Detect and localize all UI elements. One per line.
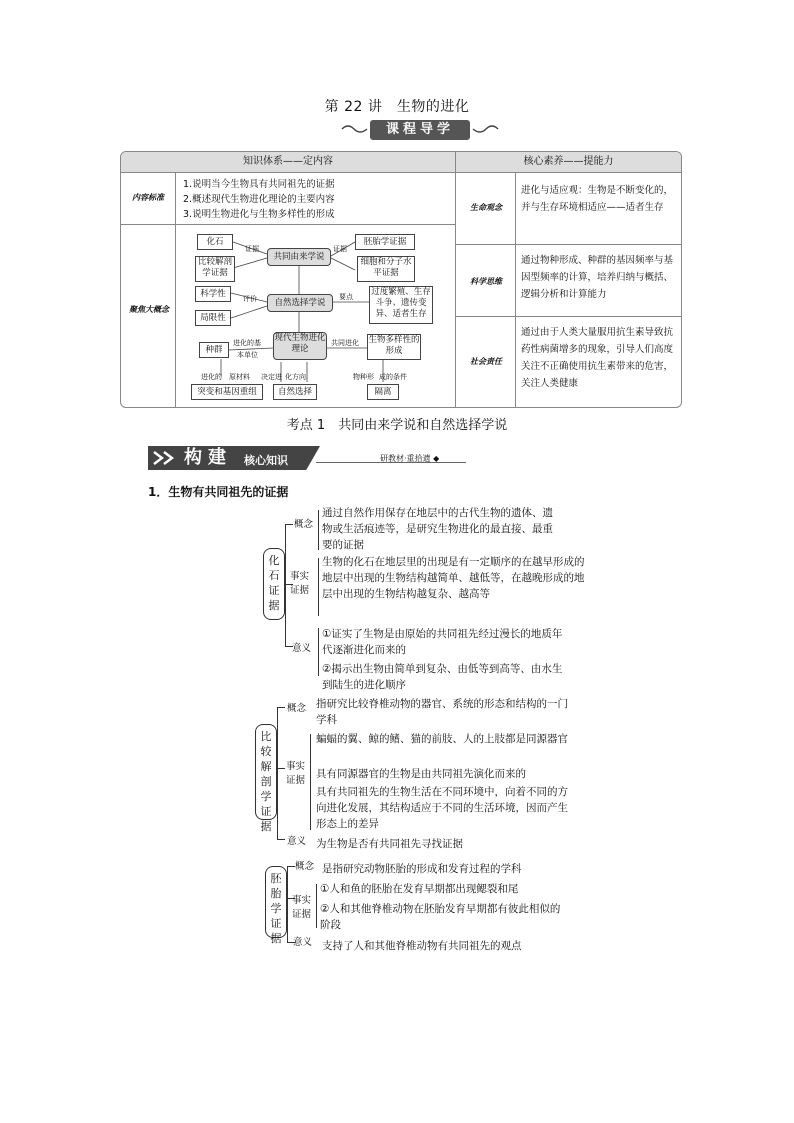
banner-label: 课程导学 bbox=[370, 120, 470, 140]
comp-fact-2: 具有同源器官的生物是由共同祖先演化而来的 bbox=[316, 768, 526, 780]
core-text-1: 进化与适应观：生物是不断变化的，并与生存环境相适应——适者生存 bbox=[521, 185, 674, 213]
node-scientific: 科学性 bbox=[195, 286, 231, 302]
comp-fact-tag-1: 事实 bbox=[286, 761, 306, 772]
node-common-origin: 共同由来学说 bbox=[267, 248, 331, 266]
label-condition-2: 成的条件 bbox=[379, 373, 407, 381]
embryo-fact-2: ②人和其他脊椎动物在胚胎发育早期都有彼此相似的阶段 bbox=[320, 903, 561, 931]
standard-1: 1.说明当今生物具有共同祖先的证据 bbox=[183, 179, 335, 190]
core-label-3: 社会责任 bbox=[470, 356, 502, 366]
node-limitation: 局限性 bbox=[195, 310, 231, 326]
node-natural-selection: 自然选择学说 bbox=[267, 294, 333, 312]
fossil-meaning-tag: 意义 bbox=[292, 643, 312, 654]
standard-2: 2.概述现代生物进化理论的主要内容 bbox=[183, 194, 335, 205]
embryo-fact-tag-2: 证据 bbox=[292, 909, 312, 920]
fossil-concept: 通过自然作用保存在地层中的古代生物的遗体、遗物或生活痕迹等，是研究生物进化的最直接、最重要的证据 bbox=[322, 507, 553, 551]
label-evaluate: 评价 bbox=[243, 295, 257, 303]
node-natural-selection-2: 自然选择 bbox=[273, 384, 317, 400]
right-header: 核心素养——提能力 bbox=[456, 152, 681, 172]
heading-evidence: 1．生物有共同祖先的证据 bbox=[148, 485, 289, 499]
label-basic-unit-1: 进化的基 bbox=[233, 339, 261, 347]
big-concept-label: 聚焦大概念 bbox=[129, 304, 169, 314]
fossil-evidence-box: 化石证据 bbox=[263, 548, 285, 620]
embryo-meaning: 支持了人和其他脊椎动物有共同祖先的观点 bbox=[322, 940, 522, 952]
label-raw-2: 原材料 bbox=[229, 373, 250, 381]
embryo-fact-1: ①人和鱼的胚胎在发育早期都出现鳃裂和尾 bbox=[320, 883, 519, 895]
page-title: 第 22 讲 生物的进化 bbox=[324, 99, 470, 115]
node-excess: 过度繁殖、生存斗争、遗传变异、适者生存 bbox=[369, 286, 433, 324]
course-guide-banner bbox=[340, 118, 500, 142]
label-basic-unit-2: 本单位 bbox=[237, 351, 258, 359]
label-evidence-2: 证据 bbox=[333, 245, 347, 253]
comp-fact-tag-2: 证据 bbox=[286, 775, 306, 786]
label-raw-1: 进化的 bbox=[201, 373, 222, 381]
core-text-2: 通过物种形成、种群的基因频率与基因型频率的计算，培养归纳与概括、逻辑分析和计算能力 bbox=[521, 255, 674, 300]
fossil-fact: 生物的化石在地层里的出现是有一定顺序的在越早形成的地层中出现的生物结构越简单、越低等，在越晚形成的地层中出现的生物结构越复杂、越高等 bbox=[322, 556, 585, 600]
section-title-small: 核心知识 bbox=[244, 454, 288, 467]
node-cell-molecular: 细胞和分子水平证据 bbox=[357, 256, 415, 282]
embryo-meaning-tag: 意义 bbox=[293, 937, 313, 948]
node-diversity: 生物多样性的形成 bbox=[367, 334, 421, 360]
comparative-evidence-box: 比较解剖学证据 bbox=[255, 724, 277, 820]
label-direction-1: 决定进 bbox=[261, 373, 282, 381]
fossil-fact-tag-2: 证据 bbox=[290, 585, 310, 596]
node-comparative: 比较解剖学证据 bbox=[195, 256, 235, 282]
core-label-1: 生命观念 bbox=[470, 202, 502, 212]
node-mutation: 突变和基因重组 bbox=[191, 384, 263, 400]
comp-concept-tag: 概念 bbox=[287, 703, 307, 714]
embryo-fact-tag-1: 事实 bbox=[292, 895, 312, 906]
section-banner bbox=[148, 446, 468, 470]
standards-label: 内容标准 bbox=[132, 192, 164, 202]
standard-3: 3.说明生物进化与生物多样性的形成 bbox=[183, 209, 335, 220]
comp-concept: 指研究比较脊椎动物的器官、系统的形态和结构的一门学科 bbox=[316, 698, 568, 726]
left-header: 知识体系——定内容 bbox=[121, 152, 455, 172]
chevrons-icon bbox=[152, 450, 180, 466]
fossil-fact-tag-1: 事实 bbox=[290, 571, 310, 582]
fossil-meaning-1: ①证实了生物是由原始的共同祖先经过漫长的地质年代逐渐进化而来的 bbox=[322, 628, 563, 656]
label-condition-1: 物种形 bbox=[353, 373, 374, 381]
comp-meaning-tag: 意义 bbox=[287, 836, 307, 847]
label-coevolution: 共同进化 bbox=[331, 339, 359, 347]
core-label-2: 科学思维 bbox=[470, 276, 502, 286]
comp-fact-3: 具有共同祖先的生物生活在不同环境中，向着不同的方向进化发展，其结构适应于不同的生活环境，因而产生形态上的差异 bbox=[316, 786, 568, 830]
label-key-points: 要点 bbox=[339, 293, 353, 301]
node-isolation: 隔离 bbox=[367, 384, 399, 400]
left-swirl-icon bbox=[340, 123, 368, 135]
embryo-concept-tag: 概念 bbox=[295, 861, 315, 872]
comp-meaning: 为生物是否有共同祖先寻找证据 bbox=[316, 838, 463, 850]
section-title-big: 构建 bbox=[184, 447, 232, 468]
node-modern-theory: 现代生物进化理论 bbox=[273, 332, 327, 360]
embryo-concept: 是指研究动物胚胎的形成和发育过程的学科 bbox=[322, 863, 522, 875]
label-direction-2: 化方向 bbox=[285, 373, 306, 381]
overview-table bbox=[120, 151, 682, 408]
core-text-3: 通过由于人类大量服用抗生素导致抗药性病菌增多的现象，引导人们高度关注不正确使用抗生素带来的危害，关注人类健康 bbox=[521, 327, 674, 389]
node-embryo: 胚胎学证据 bbox=[355, 234, 415, 250]
node-population: 种群 bbox=[199, 342, 229, 358]
embryo-evidence-box: 胚胎学证据 bbox=[265, 866, 287, 938]
fossil-concept-tag: 概念 bbox=[294, 519, 314, 530]
node-fossil: 化石 bbox=[197, 234, 233, 250]
fossil-meaning-2: ②揭示出生物由简单到复杂、由低等到高等、由水生到陆生的进化顺序 bbox=[322, 663, 563, 691]
comp-fact-1: 蝙蝠的翼、鲸的鳍、猫的前肢、人的上肢都是同源器官 bbox=[316, 733, 568, 745]
kaodian-title: 考点 1 共同由来学说和自然选择学说 bbox=[286, 418, 508, 433]
right-swirl-icon bbox=[472, 123, 500, 135]
label-evidence-1: 证据 bbox=[245, 245, 259, 253]
section-subtitle: 研教材·重拾遗 ◆ bbox=[380, 454, 440, 463]
